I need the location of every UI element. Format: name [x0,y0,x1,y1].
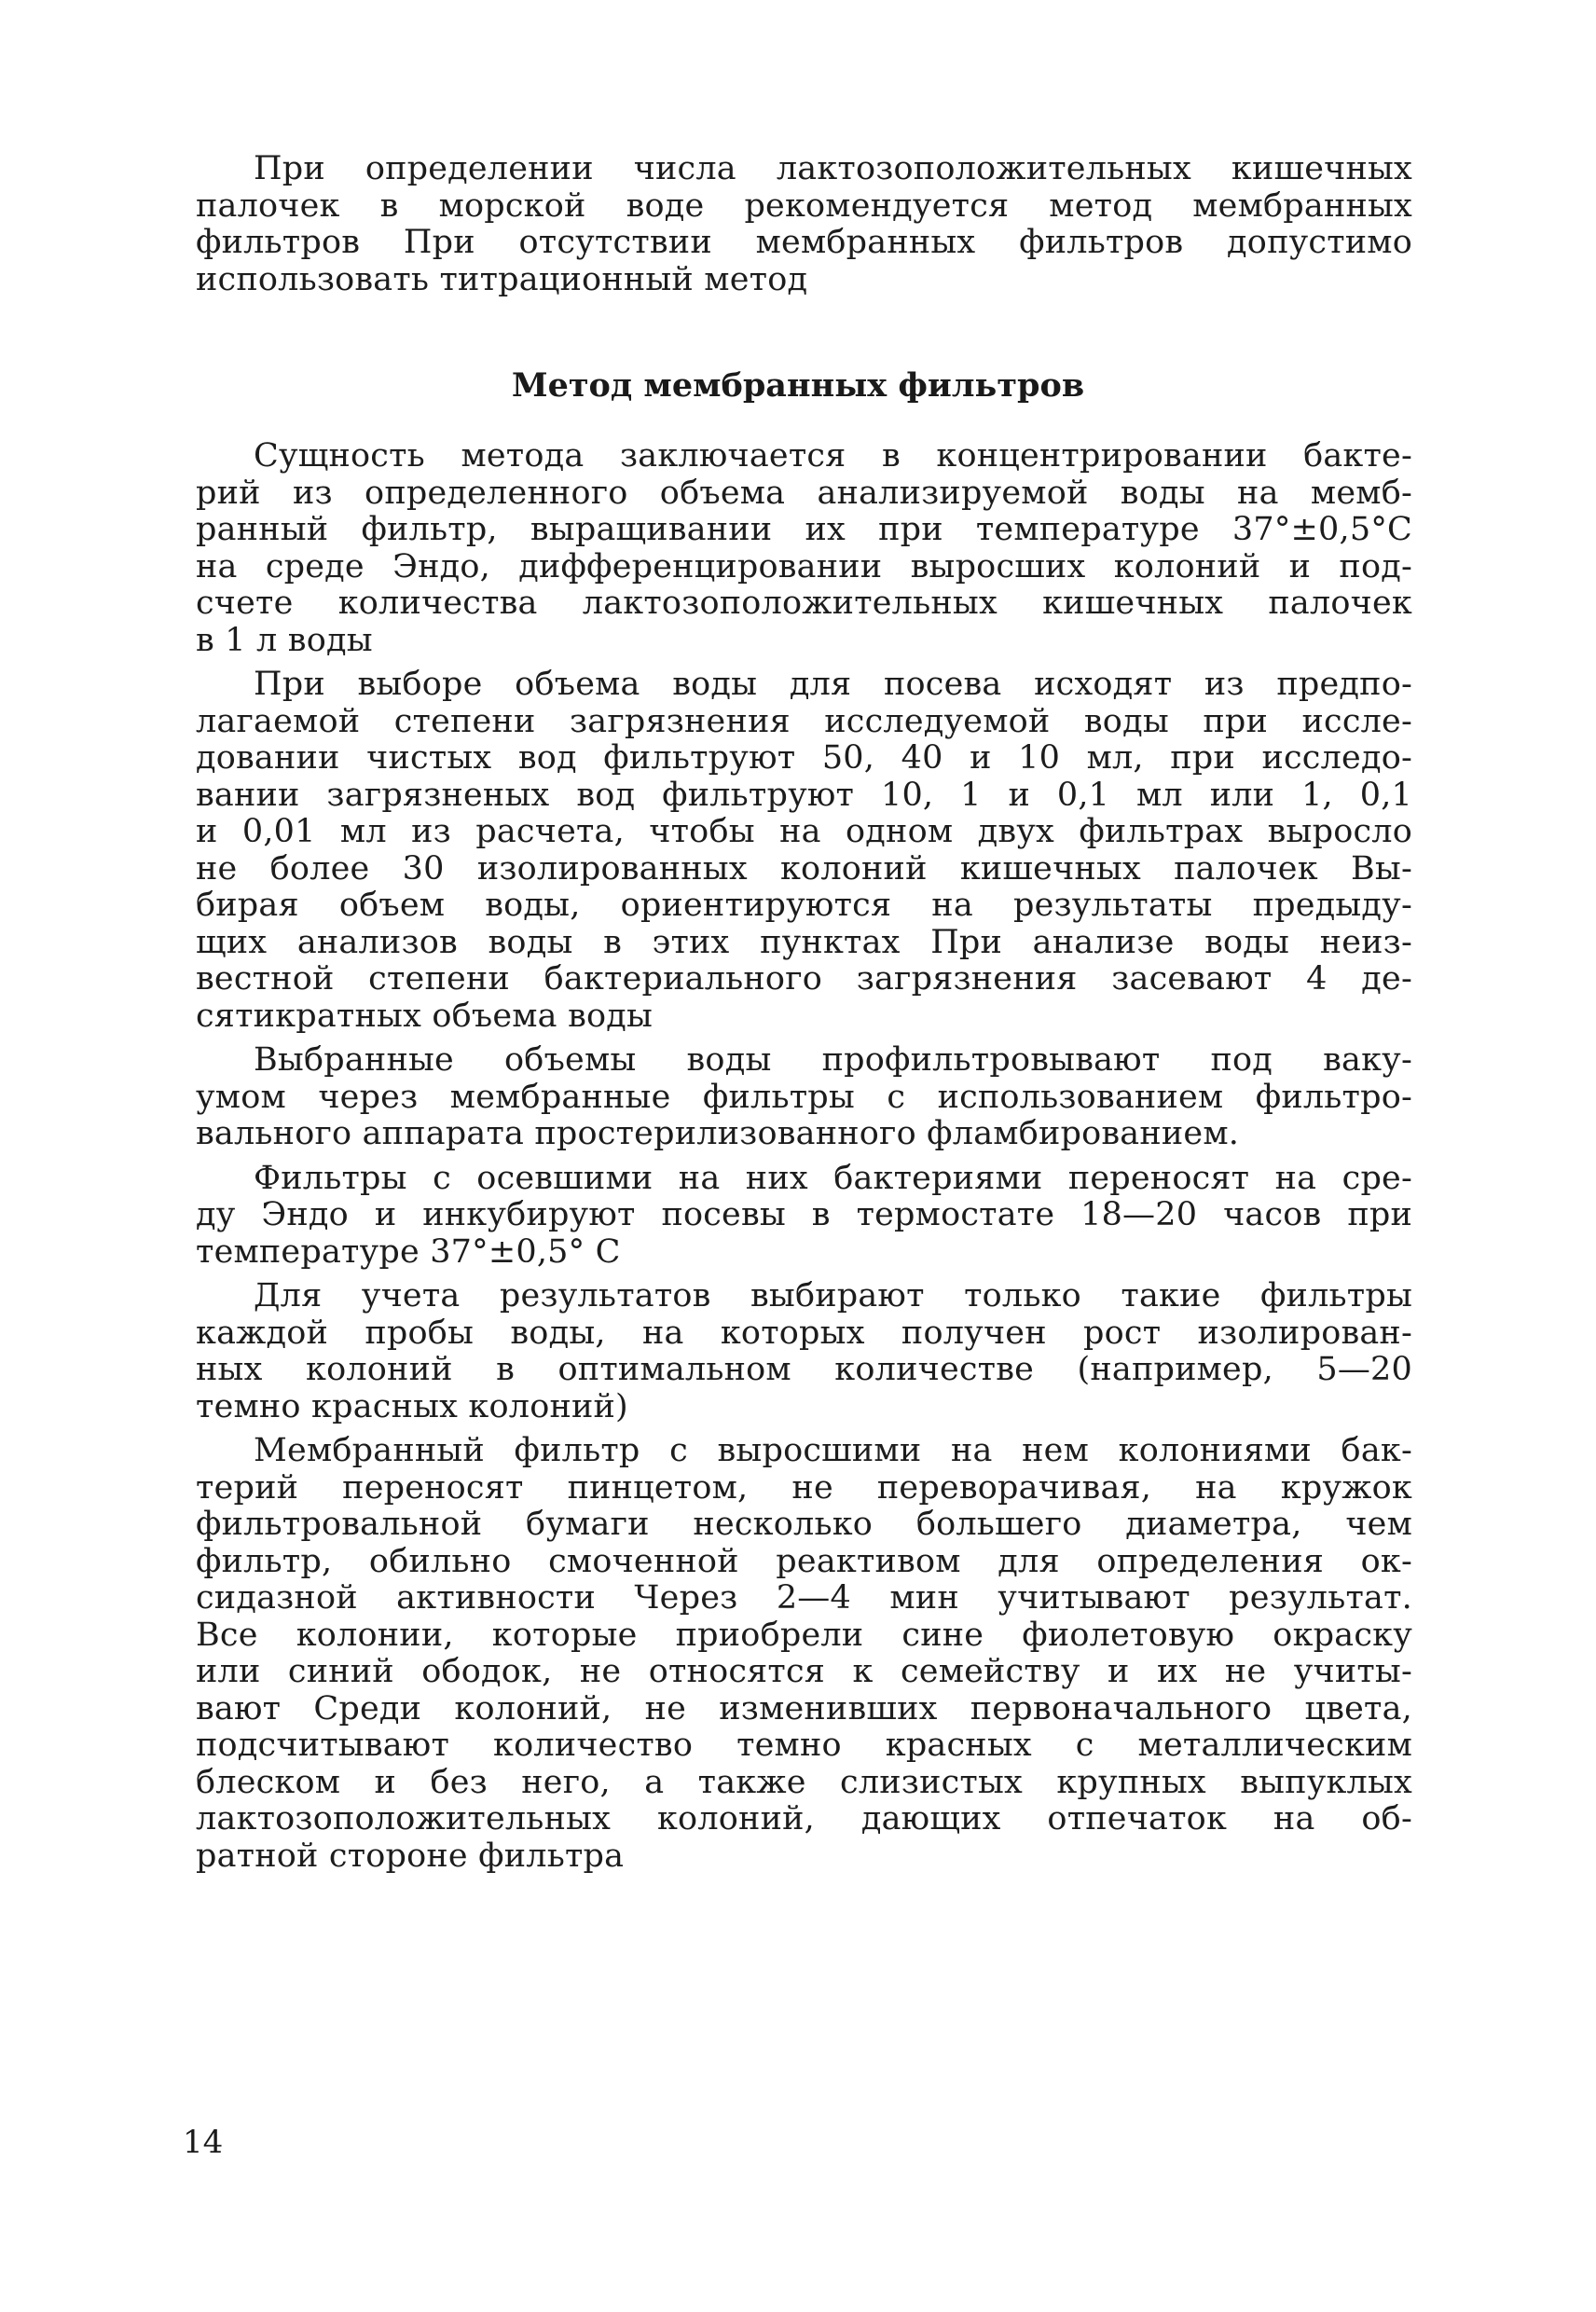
text-line: лагаемой степени загрязнения исследуемой воды при иссле- [196,702,1412,740]
text-line: лактозоположительных колоний, дающих отпечаток на об- [196,1800,1412,1837]
text-line: сятикратных объема воды [196,997,654,1035]
page-number: 14 [183,2124,224,2161]
text-line: на среде Эндо, дифференцировании выросших колоний и под- [196,547,1412,585]
text-line: фильтровальной бумаги несколько большего диаметра, чем [196,1506,1412,1543]
paragraph-results [196,1278,1412,1425]
text-line: темно красных колоний) [196,1387,628,1425]
paragraph-filtration [196,1042,1412,1153]
text-line: каждой пробы воды, на которых получен рост изолирован- [196,1314,1412,1352]
text-line: или синий ободок, не относятся к семейству и их не учиты- [196,1653,1412,1690]
paragraph-oxidase-test [196,1433,1412,1875]
text-line: вают Среди колоний, не изменивших первоначального цвета, [196,1689,1412,1727]
text-line: Фильтры с осевшими на них бактериями переносят на сре- [254,1159,1412,1197]
text-line: щих анализов воды в этих пунктах При анализе воды неиз- [196,923,1412,961]
text-line: палочек в морской воде рекомендуется метод мембранных [196,186,1412,225]
text-line: и 0,01 мл из расчета, чтобы на одном двух фильтрах выросло [196,813,1412,850]
text-line: Сущность метода заключается в концентрировании бакте- [254,437,1412,475]
text-line: довании чистых вод фильтруют 50, 40 и 10 мл, при исследо- [196,739,1412,777]
text-line: ранный фильтр, выращивании их при температуре 37°±0,5°С [196,511,1412,548]
section-body [196,438,1412,1875]
text-line: подсчитывают количество темно красных с металлическим [196,1727,1412,1764]
section-heading: Метод мембранных фильтров [511,366,1085,405]
text-line: рий из определенного объема анализируемой воды на мемб- [196,474,1412,512]
text-line: вального аппарата простерилизованного фламбированием. [196,1115,1240,1152]
text-line: При определении числа лактозоположительных кишечных [254,150,1412,187]
text-line: Для учета результатов выбирают только такие фильтры [254,1277,1412,1314]
text-line: При выборе объема воды для посева исходят из предпо- [254,666,1412,703]
text-line: вании загрязненых вод фильтруют 10, 1 и 0,1 мл или 1, 0,1 [196,776,1412,814]
text-line: ных колоний в оптимальном количестве (например, 5—20 [196,1351,1412,1388]
paragraph-essence [196,438,1412,659]
paragraph-incubation [196,1161,1412,1272]
text-line: счете количества лактозоположительных кишечных палочек [196,585,1412,622]
text-line: фильтр, обильно смоченной реактивом для определения ок- [196,1542,1412,1580]
text-line: вестной степени бактериального загрязнения засевают 4 де- [196,960,1412,998]
text-line: терий переносят пинцетом, не переворачивая, на кружок [196,1468,1412,1507]
text-line: в 1 л воды [196,621,373,659]
text-line: не более 30 изолированных колоний кишечных палочек Вы- [196,849,1412,888]
text-line: Мембранный фильтр с выросшими на нем колониями бак- [254,1432,1412,1469]
text-line: умом через мембранные фильтры с использованием фильтро- [196,1078,1412,1116]
text-line: фильтров При отсутствии мембранных фильтров допустимо [196,224,1412,261]
paragraph-volume-selection [196,667,1412,1035]
text-line: Выбранные объемы воды профильтровывают под ваку- [254,1041,1412,1079]
text-line: использовать титрационный метод [196,260,808,298]
text-line: Все колонии, которые приобрели сине фиолетовую окраску [196,1616,1412,1654]
text-line: бирая объем воды, ориентируются на результаты предыду- [196,887,1412,924]
text-line: температуре 37°±0,5° С [196,1232,621,1271]
intro-paragraph [196,151,1412,298]
text-line: сидазной активности Через 2—4 мин учитывают результат. [196,1579,1412,1617]
text-line: ратной стороне фильтра [196,1837,625,1875]
text-line: блеском и без него, а также слизистых крупных выпуклых [196,1763,1412,1801]
text-line: ду Эндо и инкубируют посевы в термостате 18—20 часов при [196,1196,1412,1233]
